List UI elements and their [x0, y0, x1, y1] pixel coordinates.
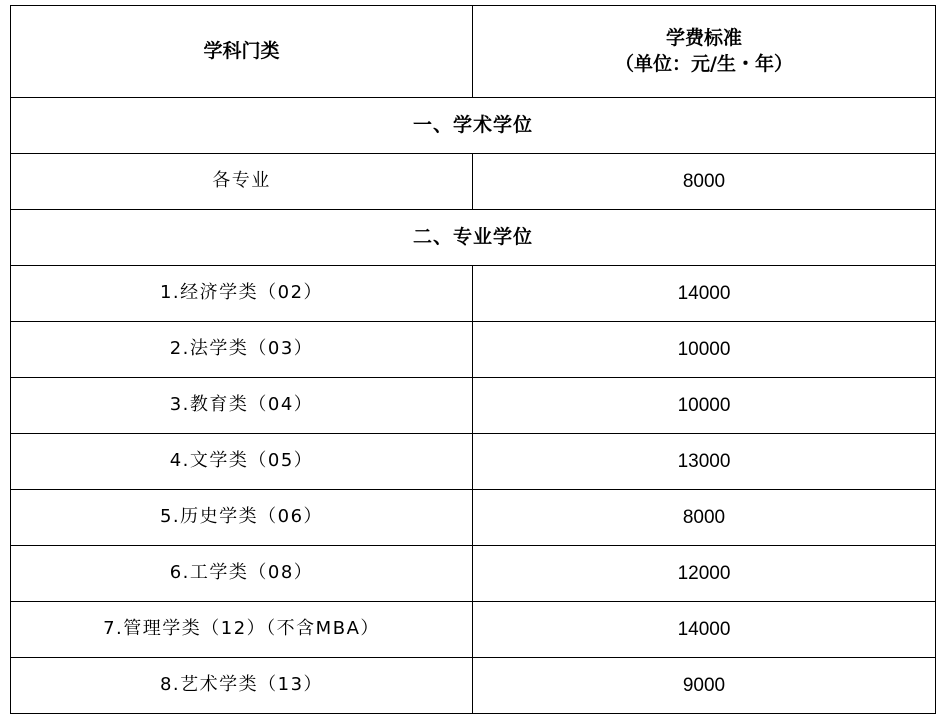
tuition-fee-table: [10, 5, 936, 714]
table-row: [11, 546, 936, 602]
fee-cell: 14000: [473, 602, 936, 658]
subject-column-header: [11, 6, 473, 98]
fee-cell: 13000: [473, 434, 936, 490]
section-row-academic: [11, 98, 936, 154]
table-row: [11, 434, 936, 490]
table-row: [11, 490, 936, 546]
section-row-professional: [11, 210, 936, 266]
section-title: 二、专业学位: [11, 210, 936, 266]
subject-cell: 2.法学类（03）: [11, 322, 473, 378]
fee-cell: 9000: [473, 658, 936, 714]
table-row: [11, 154, 936, 210]
table-row: [11, 378, 936, 434]
subject-cell: 6.工学类（08）: [11, 546, 473, 602]
fee-cell: 14000: [473, 266, 936, 322]
subject-cell: 7.管理学类（12）（不含MBA）: [11, 602, 473, 658]
table-row: [11, 658, 936, 714]
subject-cell: 3.教育类（04）: [11, 378, 473, 434]
subject-cell: 8.艺术学类（13）: [11, 658, 473, 714]
fee-column-header: [473, 6, 936, 98]
subject-cell: 各专业: [11, 154, 473, 210]
fee-cell: 8000: [473, 490, 936, 546]
subject-header-label: 学科门类: [203, 39, 280, 62]
fee-header-label: 学费标准: [665, 26, 742, 49]
table-row: [11, 322, 936, 378]
fee-header-unit: （单位：元/生・年）: [615, 52, 793, 75]
subject-cell: 1.经济学类（02）: [11, 266, 473, 322]
table-row: [11, 266, 936, 322]
subject-cell: 5.历史学类（06）: [11, 490, 473, 546]
fee-cell: 10000: [473, 322, 936, 378]
fee-cell: 12000: [473, 546, 936, 602]
subject-cell: 4.文学类（05）: [11, 434, 473, 490]
table-header-row: [11, 6, 936, 98]
fee-cell: 10000: [473, 378, 936, 434]
section-title: 一、学术学位: [11, 98, 936, 154]
table-row: [11, 602, 936, 658]
fee-cell: 8000: [473, 154, 936, 210]
